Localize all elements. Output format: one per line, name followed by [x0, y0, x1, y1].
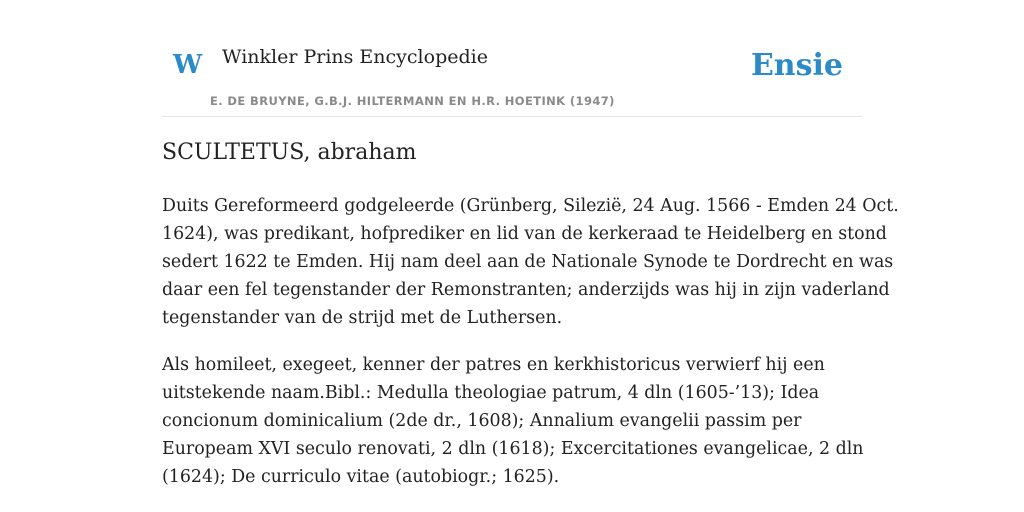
paragraph-line: daar een fel tegenstander der Remonstranten; anderzijds was hij in zijn vaderland [162, 280, 890, 300]
paragraph-line: Duits Gereformeerd godgeleerde (Grünberg, Silezië, 24 Aug. 1566 - Emden 24 Oct. [162, 196, 899, 216]
paragraph-line: sedert 1622 te Emden. Hij nam deel aan de Nationale Synode te Dordrecht en was [162, 252, 894, 272]
paragraph-line: tegenstander van de strijd met de Luthersen. [162, 308, 563, 328]
ensie-logo[interactable]: Ensie [750, 48, 843, 83]
paragraph-line: Als homileet, exegeet, kenner der patres en kerkhistoricus verwierf hij een [162, 355, 825, 375]
article-paragraph-1 [162, 192, 899, 332]
paragraph-line: uitstekende naam.Bibl.: Medulla theologiae patrum, 4 dln (1605-’13); Idea [162, 383, 820, 403]
authors-line: E. DE BRUYNE, G.B.J. HILTERMANN EN H.R. HOETINK (1947) [210, 94, 615, 108]
article-paragraph-2 [162, 351, 862, 491]
paragraph-line: (1624); De curriculo vitae (autobiogr.; 1625). [162, 467, 560, 487]
paragraph-line: Europeam XVI seculo renovati, 2 dln (1618); Excercitationes evangelicae, 2 dln [162, 439, 864, 459]
paragraph-line: 1624), was predikant, hofprediker en lid van de kerkeraad te Heidelberg en stond [162, 224, 887, 244]
header [162, 0, 862, 117]
paragraph-line: concionum dominicalium (2de dr., 1608); Annalium evangelii passim per [162, 411, 802, 431]
article-body [162, 192, 899, 510]
site-title[interactable]: Winkler Prins Encyclopedie [222, 46, 488, 68]
winkler-prins-logo[interactable]: W [173, 50, 203, 80]
article-title: SCULTETUS, abraham [162, 140, 417, 165]
